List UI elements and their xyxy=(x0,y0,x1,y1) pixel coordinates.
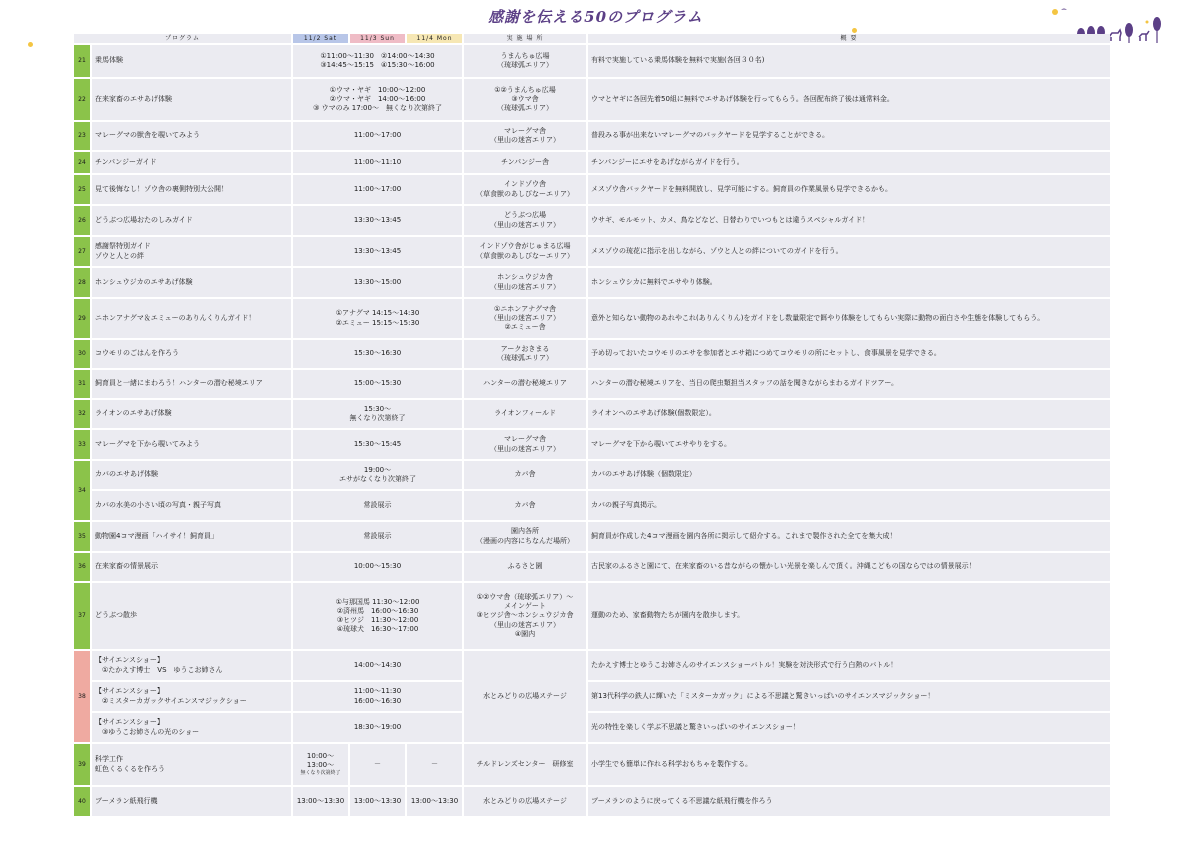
program-summary: 飼育員が作成した4コマ漫画を園内各所に掲示して紹介する。これまで製作された全てを集大成！ xyxy=(588,522,1110,551)
program-name: ライオンのエサあげ体験 xyxy=(92,400,291,428)
table-row xyxy=(74,299,1110,338)
table-row xyxy=(74,268,1110,297)
program-name: ブーメラン紙飛行機 xyxy=(92,787,291,816)
table-row xyxy=(74,583,1110,649)
program-time: 15:30～16:30 xyxy=(293,340,462,368)
program-time: 13:30～15:00 xyxy=(293,268,462,297)
program-name: 在来家畜のエサあげ体験 xyxy=(92,79,291,120)
program-time: 常設展示 xyxy=(293,491,462,520)
decor-dot xyxy=(28,42,33,47)
table-row xyxy=(74,682,1110,711)
table-row xyxy=(74,237,1110,266)
program-place: 水とみどりの広場ステージ xyxy=(464,651,586,742)
program-summary: ライオンへのエサあげ体験(個数限定）。 xyxy=(588,400,1110,428)
table-row xyxy=(74,152,1110,173)
program-place: 園内各所 （漫画の内容にちなんだ場所） xyxy=(464,522,586,551)
program-number: 39 xyxy=(74,744,90,785)
header-mon: 11/4 Mon xyxy=(407,34,462,43)
header-program: プログラム xyxy=(74,34,291,43)
program-number: 25 xyxy=(74,175,90,204)
program-name: 在来家畜の情景展示 xyxy=(92,553,291,581)
program-place: インドゾウ舎がじゅまる広場 （草食獣のあしびなーエリア） xyxy=(464,237,586,266)
program-place: 水とみどりの広場ステージ xyxy=(464,787,586,816)
program-number: 35 xyxy=(74,522,90,551)
program-time: 11:00～17:00 xyxy=(293,175,462,204)
program-time: 15:00～15:30 xyxy=(293,370,462,398)
program-name: 動物園4コマ漫画「ハイサイ！飼育員」 xyxy=(92,522,291,551)
program-summary: 意外と知らない動物のあれやこれ(ありんくりん)をガイドをし数量限定で餌やり体験をしてもらい実際に動物の面白さや生態を体験してもらう。 xyxy=(588,299,1110,338)
program-name: どうぶつ広場おたのしみガイド xyxy=(92,206,291,235)
program-number: 27 xyxy=(74,237,90,266)
time-sat-note: 無くなり次第終了 xyxy=(300,770,341,777)
program-summary: 古民家のふるさと園にて、在来家畜のいる昔ながらの懐かしい光景を楽しんで頂く。沖縄こどもの国ならではの情景展示！ xyxy=(588,553,1110,581)
program-name: 乗馬体験 xyxy=(92,45,291,77)
time-mon: 13:00～13:30 xyxy=(407,787,462,816)
table-row xyxy=(74,400,1110,428)
program-place: ライオンフィールド xyxy=(464,400,586,428)
program-name: 見て後悔なし！ゾウ舎の裏側特別大公開！ xyxy=(92,175,291,204)
program-summary: ブーメランのように戻ってくる不思議な紙飛行機を作ろう xyxy=(588,787,1110,816)
program-number: 37 xyxy=(74,583,90,649)
program-schedule-table xyxy=(72,32,1112,818)
program-name: マレーグマの獣舎を覗いてみよう xyxy=(92,122,291,150)
time-sat-value: 10:00～ 13:00～ xyxy=(306,752,335,770)
program-number: 31 xyxy=(74,370,90,398)
program-place: マレーグマ舎 （里山の迷宮エリア） xyxy=(464,122,586,150)
table-row xyxy=(74,45,1110,77)
program-number: 23 xyxy=(74,122,90,150)
table-row xyxy=(74,461,1110,489)
time-sun: 13:00～13:30 xyxy=(350,787,405,816)
program-number: 38 xyxy=(74,651,90,742)
program-place: ①②うまんちゅ広場 ③ウマ舎 （琉球弧エリア） xyxy=(464,79,586,120)
program-name: カバの水美の小さい頃の写真・親子写真 xyxy=(92,491,291,520)
program-place: ふるさと園 xyxy=(464,553,586,581)
time-mon: － xyxy=(407,744,462,785)
program-summary: ハンターの潜む秘境エリアを、当日の爬虫類担当スタッフの話を聞きながらまわるガイドツアー。 xyxy=(588,370,1110,398)
program-time: 15:30～15:45 xyxy=(293,430,462,459)
program-name: チンパンジーガイド xyxy=(92,152,291,173)
table-row xyxy=(74,122,1110,150)
program-summary: 運動のため、家畜動物たちが園内を散歩します。 xyxy=(588,583,1110,649)
program-summary: 予め切っておいたコウモリのエサを参加者とエサ箱につめてコウモリの所にセットし、食事風景を見学できる。 xyxy=(588,340,1110,368)
program-place: ①ニホンアナグマ舎 （里山の迷宮エリア） ②エミュー舎 xyxy=(464,299,586,338)
table-row xyxy=(74,370,1110,398)
program-time: ①11:00～11:30 ②14:00～14:30 ③14:45～15:15 ④15:30～16:00 xyxy=(293,45,462,77)
program-summary: ウサギ、モルモット、カメ、鳥などなど、日替わりでいつもとは違うスペシャルガイド！ xyxy=(588,206,1110,235)
program-summary: 有料で実施している乗馬体験を無料で実施(各回３０名) xyxy=(588,45,1110,77)
header-sat: 11/2 Sat xyxy=(293,34,348,43)
program-number: 22 xyxy=(74,79,90,120)
program-time: ①アナグマ 14:15～14:30 ②エミュー 15:15～15:30 xyxy=(293,299,462,338)
program-summary: 光の特性を楽しく学ぶ不思議と驚きいっぱいのサイエンスショー！ xyxy=(588,713,1110,742)
program-number: 28 xyxy=(74,268,90,297)
program-summary: カバのエサあげ体験（個数限定） xyxy=(588,461,1110,489)
program-number: 32 xyxy=(74,400,90,428)
program-place: どうぶつ広場 （里山の迷宮エリア） xyxy=(464,206,586,235)
program-name: コウモリのごはんを作ろう xyxy=(92,340,291,368)
table-row xyxy=(74,79,1110,120)
time-sat xyxy=(293,744,348,785)
program-place: チルドレンズセンター 研修室 xyxy=(464,744,586,785)
table-row xyxy=(74,206,1110,235)
program-summary: ウマとヤギに各回先着50組に無料でエサあげ体験を行ってもらう。各回配布終了後は通常料金。 xyxy=(588,79,1110,120)
program-number: 33 xyxy=(74,430,90,459)
program-time: 13:30～13:45 xyxy=(293,237,462,266)
program-summary: 小学生でも簡単に作れる科学おもちゃを製作する。 xyxy=(588,744,1110,785)
program-place: アークおきまる （琉球弧エリア） xyxy=(464,340,586,368)
program-time: 13:30～13:45 xyxy=(293,206,462,235)
program-name: 科学工作 虹色くるくるを作ろう xyxy=(92,744,291,785)
table-row xyxy=(74,713,1110,742)
program-name: どうぶつ散歩 xyxy=(92,583,291,649)
program-name: ニホンアナグマ＆エミューのありんくりんガイド！ xyxy=(92,299,291,338)
program-name: 【サイエンスショー】 ①たかえす博士 VS ゆうこお姉さん xyxy=(92,651,291,680)
program-time: 18:30～19:00 xyxy=(293,713,462,742)
program-name: ホンシュウジカのエサあげ体験 xyxy=(92,268,291,297)
program-number: 30 xyxy=(74,340,90,368)
program-place: うまんちゅ広場 （琉球弧エリア） xyxy=(464,45,586,77)
program-place: カバ舎 xyxy=(464,461,586,489)
program-place: インドゾウ舎 （草食獣のあしびなーエリア） xyxy=(464,175,586,204)
program-place: チンパンジー舎 xyxy=(464,152,586,173)
table-row xyxy=(74,522,1110,551)
time-sat xyxy=(293,787,348,816)
program-summary: メスゾウの琉花に指示を出しながら、ゾウと人との絆についてのガイドを行う。 xyxy=(588,237,1110,266)
program-summary: マレーグマを下から覗いてエサやりをする。 xyxy=(588,430,1110,459)
program-place: マレーグマ舎 （里山の迷宮エリア） xyxy=(464,430,586,459)
program-summary: ホンシュウシカに無料でエサやり体験。 xyxy=(588,268,1110,297)
program-time: 常設展示 xyxy=(293,522,462,551)
program-summary: たかえす博士とゆうこお姉さんのサイエンスショーバトル！実験を対決形式で行う白熱のバトル！ xyxy=(588,651,1110,680)
table-row xyxy=(74,787,1110,816)
program-place: カバ舎 xyxy=(464,491,586,520)
table-row xyxy=(74,744,1110,785)
program-number: 21 xyxy=(74,45,90,77)
program-number: 29 xyxy=(74,299,90,338)
program-number: 40 xyxy=(74,787,90,816)
table-row xyxy=(74,340,1110,368)
program-summary: チンパンジーにエサをあげながらガイドを行う。 xyxy=(588,152,1110,173)
table-row xyxy=(74,651,1110,680)
table-row xyxy=(74,491,1110,520)
program-name: 感謝祭特別ガイド ゾウと人との絆 xyxy=(92,237,291,266)
program-summary: メスゾウ舎バックヤードを無料開放し、見学可能にする。飼育員の作業風景も見学できるかも。 xyxy=(588,175,1110,204)
time-sun: － xyxy=(350,744,405,785)
program-time: ①ウマ・ヤギ 10:00～12:00 ②ウマ・ヤギ 14:00～16:00 ③ ウマのみ 17:00～ 無くなり次第終了 xyxy=(293,79,462,120)
program-number: 36 xyxy=(74,553,90,581)
program-time: ①与那国馬 11:30～12:00 ②済州馬 16:00～16:30 ③ヒツジ 11:30～12:00 ④琉球犬 16:30～17:00 xyxy=(293,583,462,649)
header-place: 実 施 場 所 xyxy=(464,34,586,43)
time-sat-value: 13:00～13:30 xyxy=(296,796,345,805)
program-time: 11:00～11:30 16:00～16:30 xyxy=(293,682,462,711)
program-time: 11:00～11:10 xyxy=(293,152,462,173)
program-time: 11:00～17:00 xyxy=(293,122,462,150)
program-summary: カバの親子写真掲示。 xyxy=(588,491,1110,520)
program-place: ハンターの潜む秘境エリア xyxy=(464,370,586,398)
program-place: ①②ウマ舎（琉球弧エリア）～ メインゲート ③ヒツジ舎～ホンシュウジカ舎 （里山の迷宮エリア） ④園内 xyxy=(464,583,586,649)
header-sun: 11/3 Sun xyxy=(350,34,405,43)
program-summary: 普段みる事が出来ないマレーグマのバックヤードを見学することができる。 xyxy=(588,122,1110,150)
header-summary: 概 要 xyxy=(588,34,1110,43)
program-summary: 第13代科学の鉄人に輝いた「ミスターカガック」による不思議と驚きいっぱいのサイエンスマジックショー！ xyxy=(588,682,1110,711)
table-header-row xyxy=(74,34,1110,43)
program-name: 【サイエンスショー】 ③ゆうこお姉さんの光のショー xyxy=(92,713,291,742)
program-name: マレーグマを下から覗いてみよう xyxy=(92,430,291,459)
program-time: 19:00～ エサがなくなり次第終了 xyxy=(293,461,462,489)
program-time: 14:00～14:30 xyxy=(293,651,462,680)
program-name: 【サイエンスショー】 ②ミスターカガックサイエンスマジックショー xyxy=(92,682,291,711)
program-time: 15:30～ 無くなり次第終了 xyxy=(293,400,462,428)
page-title: 感謝を伝える50のプログラム xyxy=(488,8,703,26)
program-name: カバのエサあげ体験 xyxy=(92,461,291,489)
table-row xyxy=(74,175,1110,204)
program-name: 飼育員と一緒にまわろう！ハンターの潜む秘境エリア xyxy=(92,370,291,398)
table-row xyxy=(74,553,1110,581)
program-time: 10:00～15:30 xyxy=(293,553,462,581)
program-place: ホンシュウジカ舎 （里山の迷宮エリア） xyxy=(464,268,586,297)
program-number: 34 xyxy=(74,461,90,520)
program-number: 24 xyxy=(74,152,90,173)
program-number: 26 xyxy=(74,206,90,235)
table-row xyxy=(74,430,1110,459)
